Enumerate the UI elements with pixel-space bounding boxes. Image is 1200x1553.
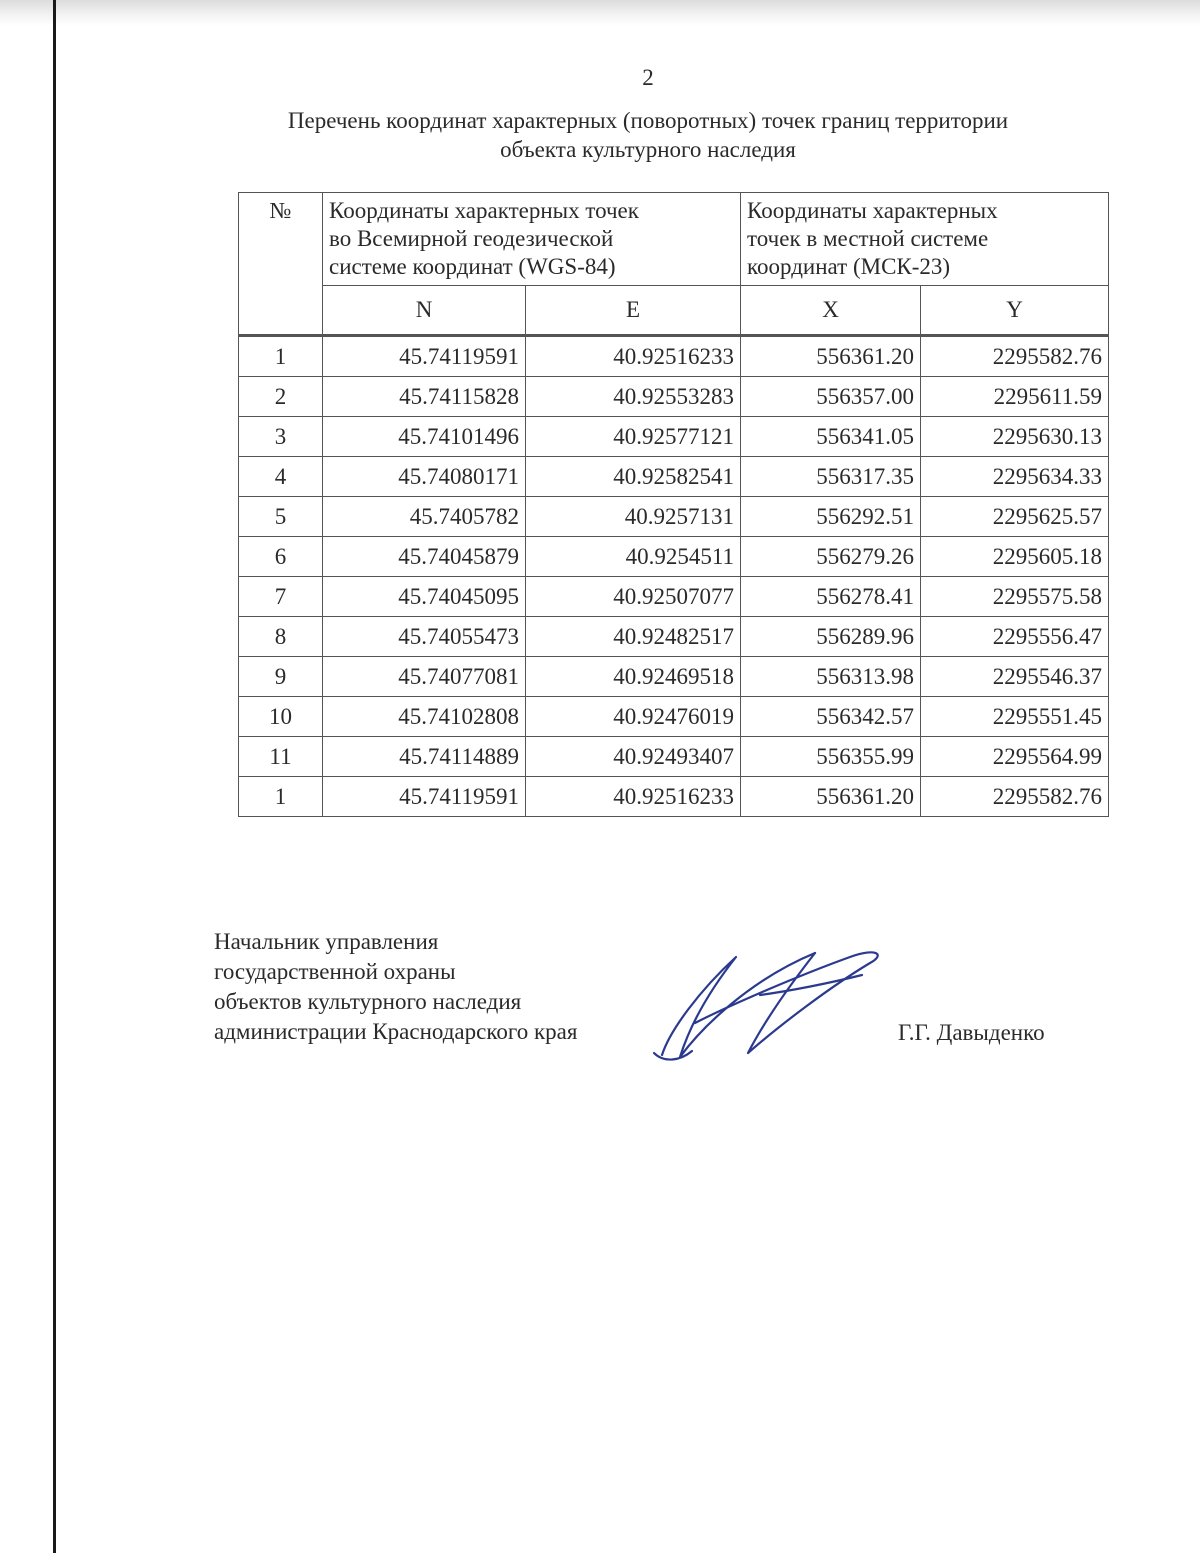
point-number: 10 — [239, 697, 323, 737]
cell-n: 45.74045095 — [323, 577, 526, 617]
cell-e: 40.92516233 — [526, 777, 741, 817]
cell-x: 556278.41 — [741, 577, 921, 617]
header-wgs84-line: Координаты характерных точек — [329, 198, 639, 223]
cell-n: 45.74115828 — [323, 377, 526, 417]
cell-y: 2295546.37 — [921, 657, 1109, 697]
point-number: 1 — [239, 336, 323, 377]
table-row — [239, 417, 1109, 457]
cell-e: 40.92577121 — [526, 417, 741, 457]
cell-x: 556289.96 — [741, 617, 921, 657]
point-number: 3 — [239, 417, 323, 457]
cell-y: 2295605.18 — [921, 537, 1109, 577]
cell-x: 556357.00 — [741, 377, 921, 417]
signatory-position-line: Начальник управления — [214, 929, 439, 954]
cell-n: 45.74077081 — [323, 657, 526, 697]
cell-y: 2295582.76 — [921, 336, 1109, 377]
cell-e: 40.92582541 — [526, 457, 741, 497]
point-number: 1 — [239, 777, 323, 817]
header-col-y: Y — [921, 286, 1109, 336]
cell-x: 556317.35 — [741, 457, 921, 497]
cell-x: 556292.51 — [741, 497, 921, 537]
cell-y: 2295625.57 — [921, 497, 1109, 537]
cell-e: 40.9254511 — [526, 537, 741, 577]
cell-n: 45.74119591 — [323, 777, 526, 817]
cell-y: 2295556.47 — [921, 617, 1109, 657]
point-number: 5 — [239, 497, 323, 537]
point-number: 8 — [239, 617, 323, 657]
header-msk23-line: координат (МСК-23) — [747, 254, 951, 279]
cell-e: 40.92469518 — [526, 657, 741, 697]
scan-top-shading — [0, 0, 1200, 26]
cell-n: 45.74045879 — [323, 537, 526, 577]
signatory-position-line: администрации Краснодарского края — [214, 1019, 578, 1044]
cell-n: 45.7405782 — [323, 497, 526, 537]
header-col-x: X — [741, 286, 921, 336]
cell-y: 2295575.58 — [921, 577, 1109, 617]
header-col-e: E — [526, 286, 741, 336]
cell-n: 45.74055473 — [323, 617, 526, 657]
point-number: 9 — [239, 657, 323, 697]
cell-n: 45.74080171 — [323, 457, 526, 497]
cell-e: 40.92516233 — [526, 336, 741, 377]
signatory-position-line: государственной охраны — [214, 959, 456, 984]
table-row — [239, 697, 1109, 737]
page-number: 2 — [642, 65, 654, 90]
cell-x: 556361.20 — [741, 336, 921, 377]
cell-x: 556313.98 — [741, 657, 921, 697]
scan-left-edge — [53, 0, 56, 1553]
document-title-line-2: объекта культурного наследия — [500, 137, 796, 162]
header-wgs84-group — [323, 193, 741, 286]
cell-y: 2295551.45 — [921, 697, 1109, 737]
signatory-position — [214, 927, 577, 1047]
cell-x: 556341.05 — [741, 417, 921, 457]
table-row — [239, 577, 1109, 617]
cell-e: 40.92553283 — [526, 377, 741, 417]
cell-n: 45.74119591 — [323, 336, 526, 377]
cell-n: 45.74114889 — [323, 737, 526, 777]
cell-x: 556361.20 — [741, 777, 921, 817]
cell-y: 2295611.59 — [921, 377, 1109, 417]
table-row — [239, 657, 1109, 697]
header-wgs84-line: системе координат (WGS-84) — [329, 254, 616, 279]
table-row — [239, 377, 1109, 417]
cell-x: 556355.99 — [741, 737, 921, 777]
table-row — [239, 777, 1109, 817]
document-title-line-1: Перечень координат характерных (поворотных) точек границ территории — [287, 108, 1009, 133]
coordinates-table — [238, 192, 1109, 817]
cell-e: 40.92507077 — [526, 577, 741, 617]
cell-y: 2295564.99 — [921, 737, 1109, 777]
table-row — [239, 617, 1109, 657]
table-row — [239, 737, 1109, 777]
header-number: № — [239, 193, 323, 336]
point-number: 11 — [239, 737, 323, 777]
handwritten-signature — [640, 935, 890, 1070]
header-msk23-line: точек в местной системе — [747, 226, 989, 251]
cell-y: 2295582.76 — [921, 777, 1109, 817]
header-wgs84-line: во Всемирной геодезической — [329, 226, 614, 251]
cell-y: 2295634.33 — [921, 457, 1109, 497]
point-number: 4 — [239, 457, 323, 497]
cell-n: 45.74101496 — [323, 417, 526, 457]
table-row — [239, 497, 1109, 537]
cell-e: 40.92482517 — [526, 617, 741, 657]
point-number: 7 — [239, 577, 323, 617]
cell-e: 40.92476019 — [526, 697, 741, 737]
header-msk23-line: Координаты характерных — [747, 198, 998, 223]
cell-e: 40.9257131 — [526, 497, 741, 537]
cell-e: 40.92493407 — [526, 737, 741, 777]
table-row — [239, 457, 1109, 497]
cell-x: 556342.57 — [741, 697, 921, 737]
point-number: 6 — [239, 537, 323, 577]
cell-x: 556279.26 — [741, 537, 921, 577]
table-row — [239, 336, 1109, 377]
point-number: 2 — [239, 377, 323, 417]
cell-y: 2295630.13 — [921, 417, 1109, 457]
table-row — [239, 537, 1109, 577]
header-col-n: N — [323, 286, 526, 336]
document-title — [200, 106, 1096, 164]
header-msk23-group — [741, 193, 1109, 286]
signatory-name: Г.Г. Давыденко — [898, 1020, 1045, 1045]
cell-n: 45.74102808 — [323, 697, 526, 737]
signatory-position-line: объектов культурного наследия — [214, 989, 522, 1014]
